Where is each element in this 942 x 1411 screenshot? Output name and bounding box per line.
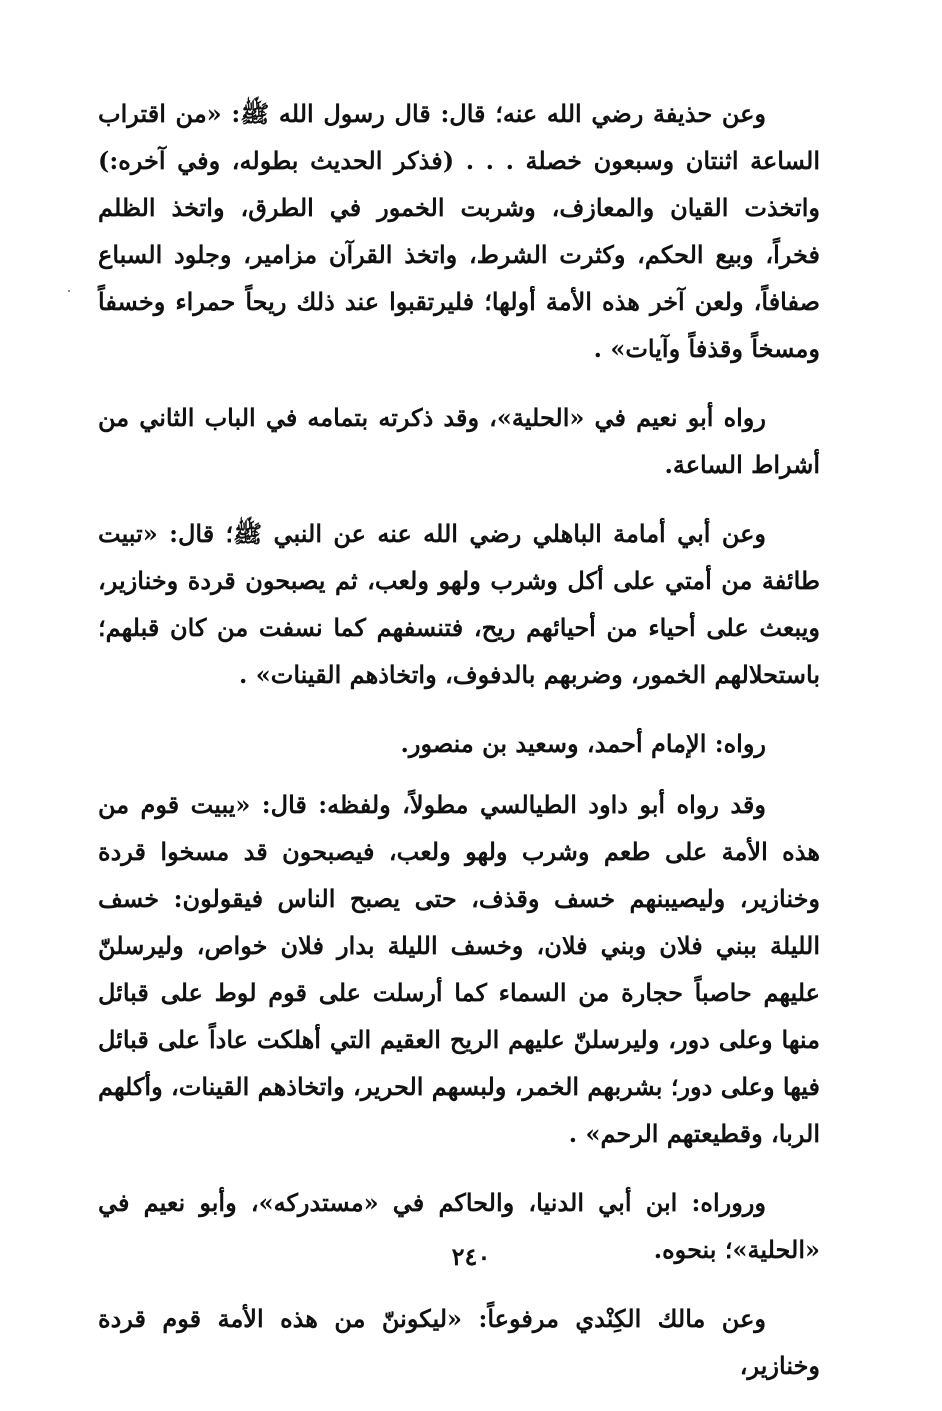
- paragraph-ibn-abi-dunya-source: وروراه: ابن أبي الدنيا، والحاكم في «مستدركه»، وأبو نعيم في «الحلية»؛ بنحوه.: [98, 1188, 820, 1264]
- paragraph-abu-umama-hadith: وعن أبي أمامة الباهلي رضي الله عنه عن النبي ﷺ؛ قال: «تبيت طائفة من أمتي على أكل وشرب ولهو ولعب، ثم يصبحون قردة وخنازير، ويبعث على أحياء من أحيائهم ريح، فتنسفهم كما نسفت من كان قبلهم؛ باستحلالهم الخمور، وضربهم بالدفوف، واتخاذهم القينات» .: [98, 519, 820, 689]
- page-body: [98, 90, 820, 1411]
- margin-mark: [68, 290, 70, 292]
- page-number: ٢٤٠: [451, 1242, 491, 1271]
- paragraph-abu-nuaym-source: رواه أبو نعيم في «الحلية»، وقد ذكرته بتمامه في الباب الثاني من أشراط الساعة.: [98, 403, 820, 479]
- paragraph-ahmad-source: رواه: الإمام أحمد، وسعيد بن منصور.: [400, 729, 766, 758]
- paragraph-malik-kindi-hadith: وعن مالك الكِنْدي مرفوعاً: «ليكوننّ من هذه الأمة قوم قردة وخنازير،: [98, 1304, 820, 1380]
- paragraph-hudhayfa-hadith: وعن حذيفة رضي الله عنه؛ قال: قال رسول الله ﷺ: «من اقتراب الساعة اثنتان وسبعون خصلة . . . (فذكر الحديث بطوله، وفي آخره:) واتخذت القيان والمعازف، وشربت الخمور في الطرق، واتخذ الظلم فخراً، وبيع الحكم، وكثرت الشرط، واتخذ القرآن مزامير، وجلود السباع صفافاً، ولعن آخر هذه الأمة أولها؛ فليرتقبوا عند ذلك ريحاً حمراء وخسفاً ومسخاً وقذفاً وآيات» .: [98, 99, 820, 363]
- paragraph-tayalisi-hadith: وقد رواه أبو داود الطيالسي مطولاً، ولفظه: قال: «يبيت قوم من هذه الأمة على طعم وشرب ولهو ولعب، فيصبحون قد مسخوا قردة وخنازير، وليصيبنهم خسف وقذف، حتى يصبح الناس فيقولون: خسف الليلة ببني فلان وبني فلان، وخسف الليلة بدار فلان خواص، وليرسلنّ عليهم حاصباً حجارة من السماء كما أرسلت على قوم لوط على قبائل منها وعلى دور، وليرسلنّ عليهم الريح العقيم التي أهلكت عاداً على قبائل فيها وعلى دور؛ بشربهم الخمر، ولبسهم الحرير، واتخاذهم القينات، وأكلهم الربا، وقطيعتهم الرحم» .: [98, 790, 821, 1148]
